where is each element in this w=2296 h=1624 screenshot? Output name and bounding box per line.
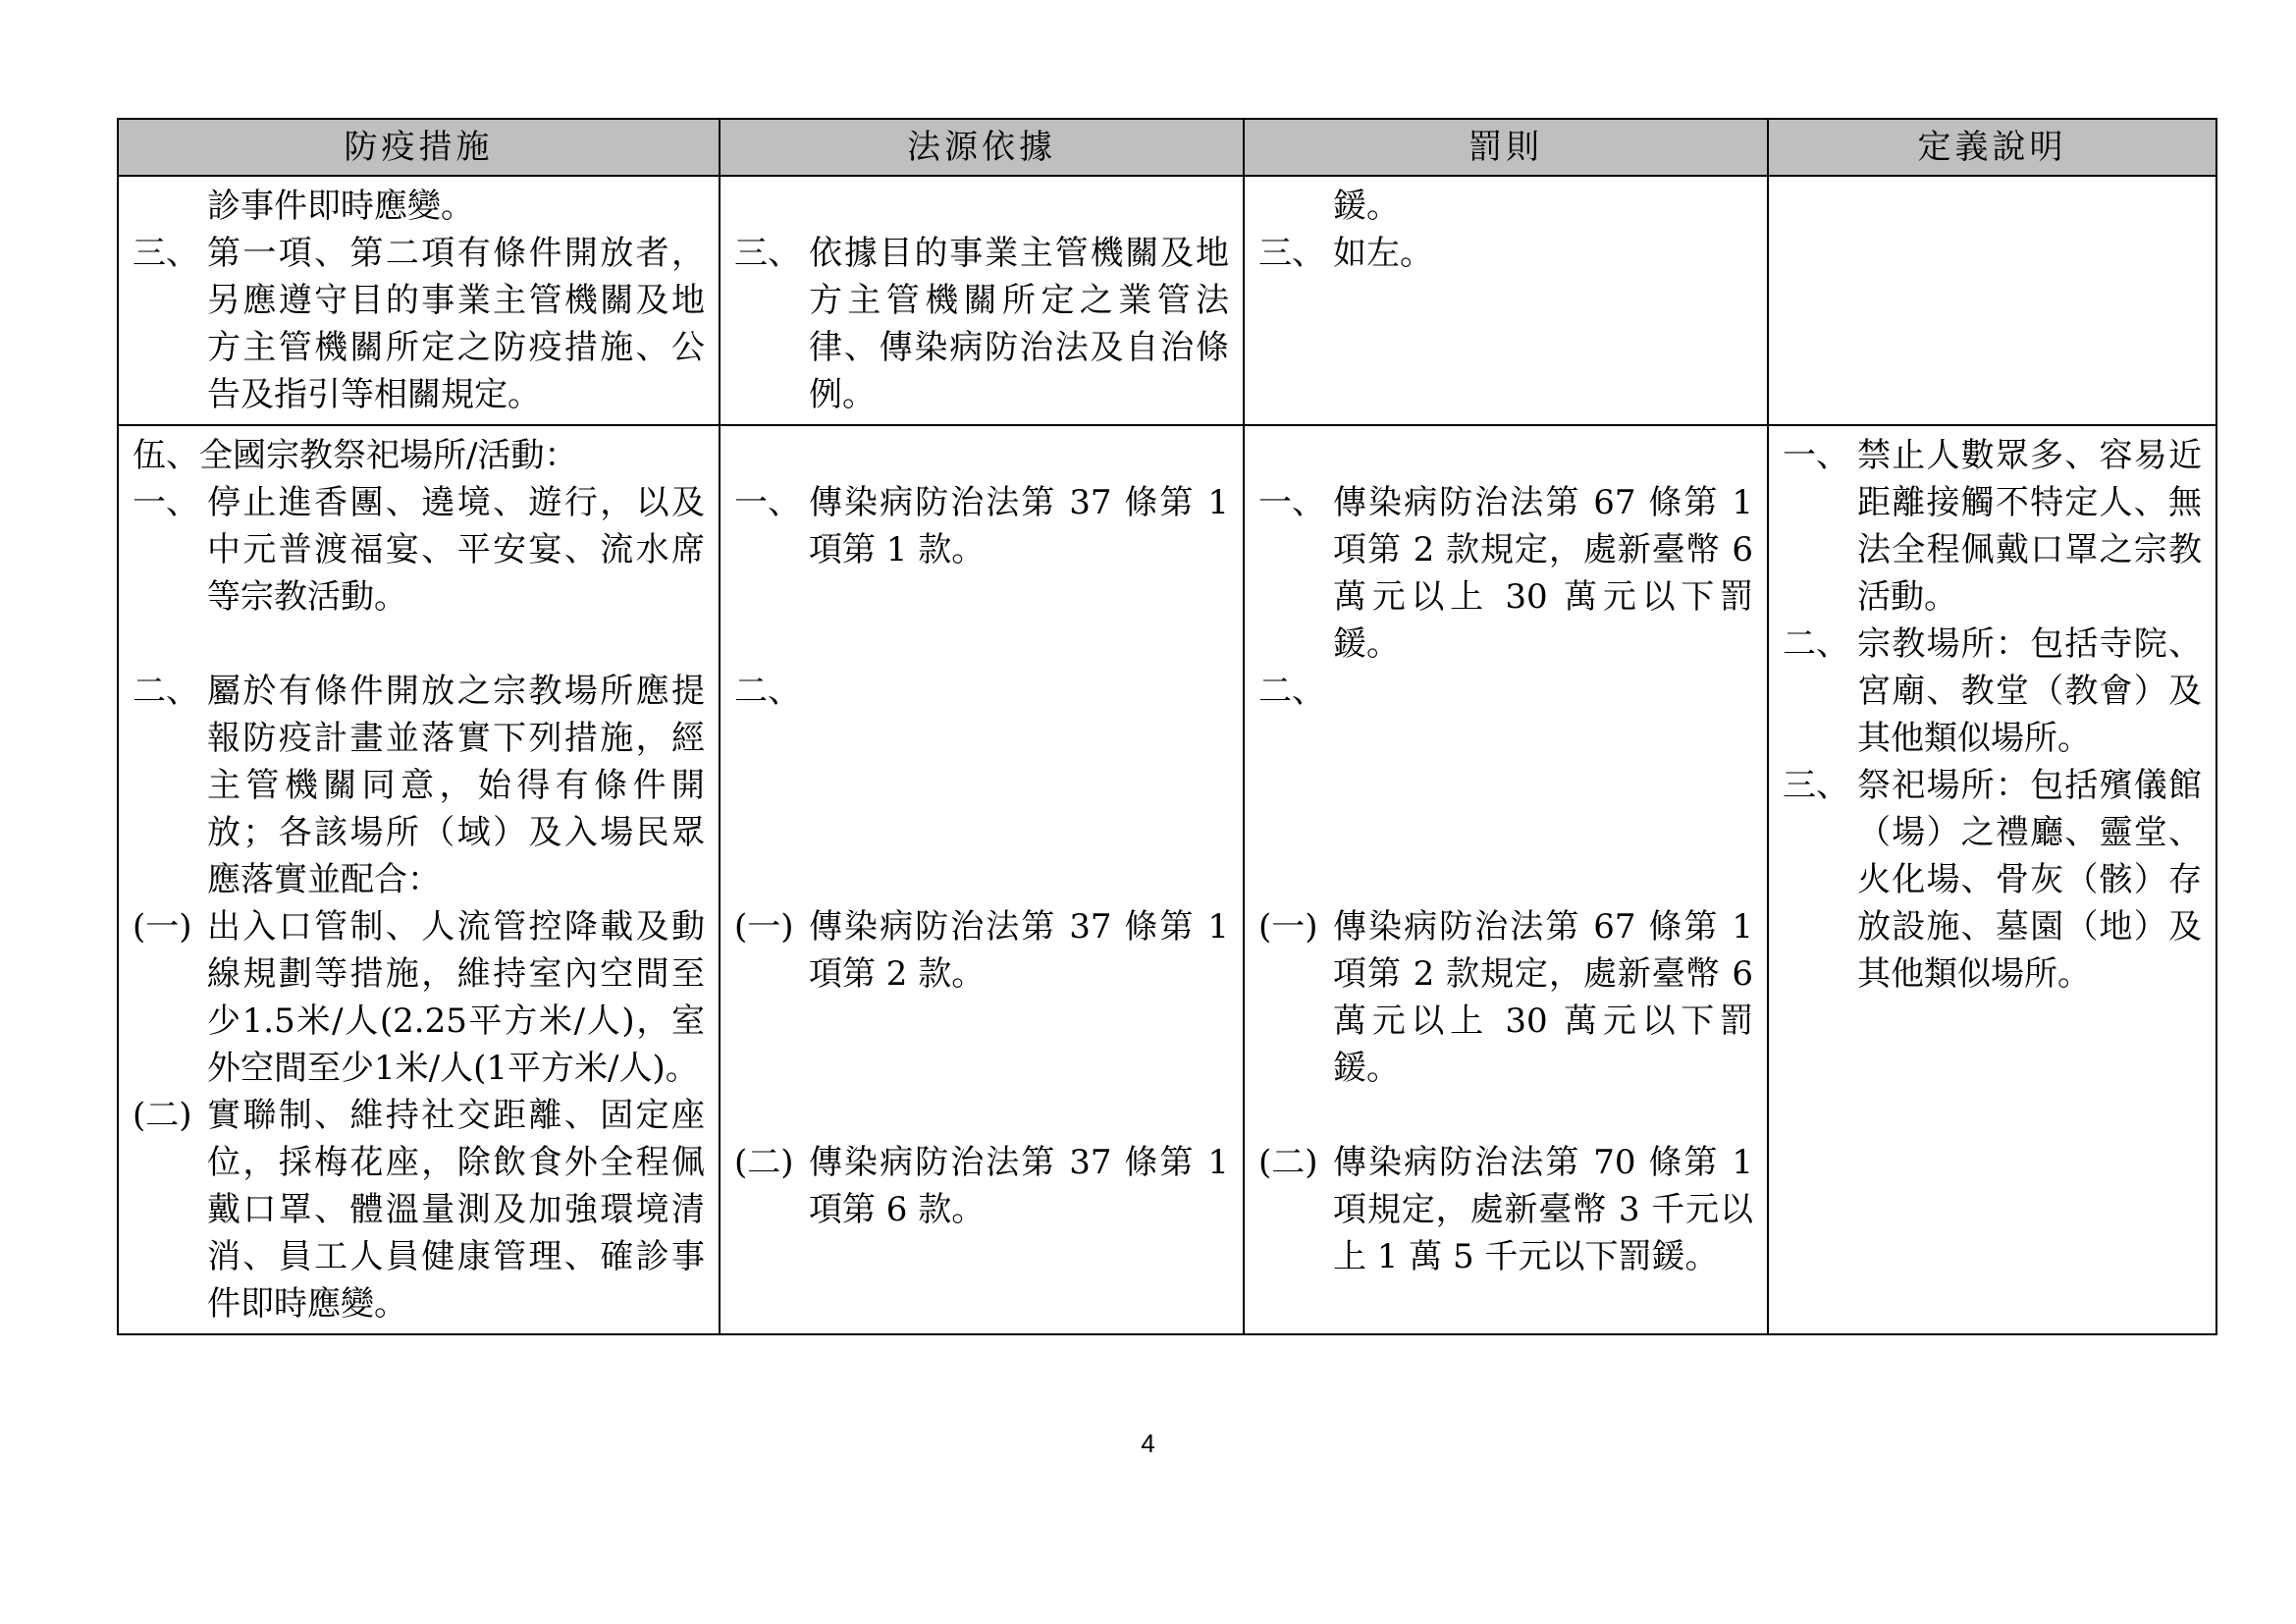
list-item	[133, 479, 705, 621]
list-item	[1783, 621, 2202, 762]
item-marker: 三、	[1783, 766, 1849, 805]
item-marker: (二)	[1258, 1143, 1318, 1182]
item-marker: 一、	[133, 483, 199, 522]
item-marker: 二、	[1783, 624, 1849, 664]
continued-text: 診事件即時應變。	[207, 187, 474, 226]
list-item	[133, 1092, 705, 1327]
item-text: 傳染病防治法第 37 條第 1 項第 6 款。	[809, 1143, 1229, 1229]
list-item	[1783, 762, 2202, 998]
item-text: 依據目的事業主管機關及地方主管機關所定之業管法律、傳染病防治法及自治條例。	[809, 234, 1229, 414]
item-text: 傳染病防治法第 37 條第 1 項第 1 款。	[809, 483, 1229, 569]
cell-definition	[1768, 425, 2216, 1334]
item-marker: 二、	[734, 672, 801, 711]
section-heading: 伍、全國宗教祭祀場所/活動：	[133, 436, 578, 475]
cell-measures	[118, 425, 720, 1334]
list-item	[133, 903, 705, 1092]
item-text: 傳染病防治法第 67 條第 1 項第 2 款規定，處新臺幣 6 萬元以上 30 萬元以下罰鍰。	[1333, 907, 1753, 1088]
cell-definition	[1768, 176, 2216, 425]
item-text: 實聯制、維持社交距離、固定座位，採梅花座，除飲食外全程佩戴口罩、體溫量測及加強環境清消、員工人員健康管理、確診事件即時應變。	[207, 1096, 705, 1324]
header-penalty: 罰則	[1244, 119, 1768, 176]
item-marker: 二、	[133, 672, 199, 711]
list-item	[133, 230, 705, 418]
regulations-table	[117, 118, 2217, 1335]
list-item	[734, 479, 1229, 668]
item-text: 祭祀場所：包括殯儀館（場）之禮廳、靈堂、火化場、骨灰（骸）存放設施、墓園（地）及其他類似場所。	[1857, 766, 2202, 994]
item-marker: 二、	[1258, 672, 1325, 711]
item-marker: (一)	[1258, 907, 1318, 947]
list-item	[734, 1139, 1229, 1233]
item-marker: 一、	[734, 483, 801, 522]
item-text: 出入口管制、人流管控降載及動線規劃等措施，維持室內空間至少1.5米/人(2.25平方米/人)，室外空間至少1米/人(1平方米/人)。	[207, 907, 705, 1088]
item-marker: 一、	[1258, 483, 1325, 522]
list-item	[734, 903, 1229, 1139]
item-text: 傳染病防治法第 70 條第 1 項規定，處新臺幣 3 千元以上 1 萬 5 千元以下罰鍰。	[1333, 1143, 1753, 1276]
header-measures: 防疫措施	[118, 119, 720, 176]
cell-legal-basis	[720, 176, 1244, 425]
item-text: 如左。	[1333, 234, 1433, 273]
list-item	[1258, 230, 1753, 277]
list-item	[1783, 432, 2202, 621]
header-definition: 定義說明	[1768, 119, 2216, 176]
item-text: 屬於有條件開放之宗教場所應提報防疫計畫並落實下列措施，經主管機關同意，始得有條件開放；各該場所（域）及入場民眾應落實並配合：	[207, 672, 705, 899]
item-text: 第一項、第二項有條件開放者，另應遵守目的事業主管機關及地方主管機關所定之防疫措施、公告及指引等相關規定。	[207, 234, 705, 414]
item-text: 傳染病防治法第 37 條第 1 項第 2 款。	[809, 907, 1229, 994]
cell-legal-basis	[720, 425, 1244, 1334]
list-item	[1258, 479, 1753, 668]
item-marker: 一、	[1783, 436, 1849, 475]
cell-penalty	[1244, 425, 1768, 1334]
item-marker: 三、	[734, 234, 801, 273]
table-row	[118, 425, 2216, 1334]
list-item	[1258, 668, 1753, 903]
item-marker: (二)	[133, 1096, 192, 1135]
header-row	[118, 119, 2216, 176]
cell-measures	[118, 176, 720, 425]
item-text: 傳染病防治法第 67 條第 1 項第 2 款規定，處新臺幣 6 萬元以上 30 萬元以下罰鍰。	[1333, 483, 1753, 664]
item-text: 禁止人數眾多、容易近距離接觸不特定人、無法全程佩戴口罩之宗教活動。	[1857, 436, 2202, 617]
item-marker: (一)	[133, 907, 192, 947]
cell-penalty	[1244, 176, 1768, 425]
item-text: 宗教場所：包括寺院、宮廟、教堂（教會）及其他類似場所。	[1857, 624, 2202, 758]
continued-text: 鍰。	[1333, 187, 1400, 226]
page-number: 4	[1141, 1429, 1155, 1458]
list-item	[133, 668, 705, 903]
header-legal-basis: 法源依據	[720, 119, 1244, 176]
list-item	[1258, 1139, 1753, 1280]
list-item	[1258, 903, 1753, 1139]
table-row	[118, 176, 2216, 425]
list-item	[734, 668, 1229, 903]
item-text: 停止進香團、遶境、遊行，以及中元普渡福宴、平安宴、流水席等宗教活動。	[207, 483, 705, 617]
list-item	[734, 230, 1229, 418]
item-marker: (一)	[734, 907, 794, 947]
item-marker: (二)	[734, 1143, 794, 1182]
item-marker: 三、	[1258, 234, 1325, 273]
item-marker: 三、	[133, 234, 199, 273]
